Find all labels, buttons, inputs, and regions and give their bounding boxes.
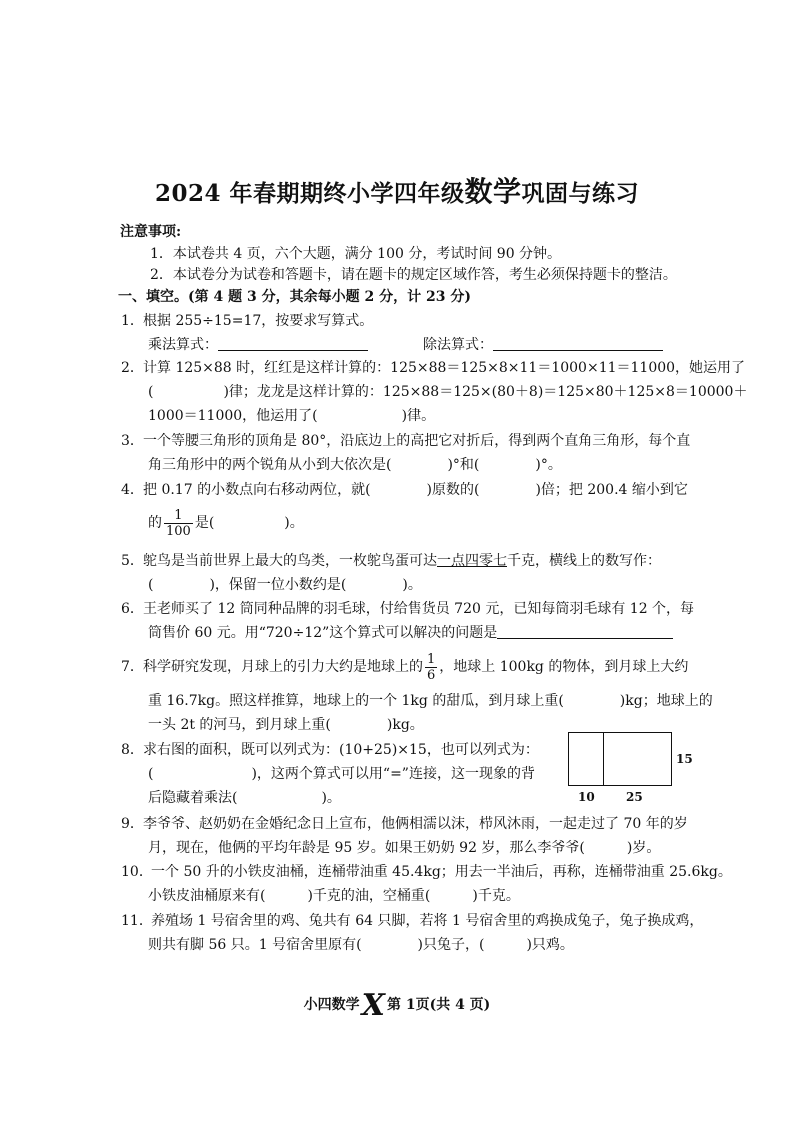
q5-line-2: ( )，保留一位小数约是( )。 xyxy=(148,577,422,593)
footer-page-number: 第 1页(共 4 页) xyxy=(386,997,491,1013)
q3-line-2: 角三角形中的两个锐角从小到大依次是( )°和( )°。 xyxy=(148,457,562,473)
q7-line-2: 重 16.7kg。照这样推算，地球上的一个 1kg 的甜瓜，到月球上重( )kg；地球上的 xyxy=(148,693,713,709)
q1-mul-label: 乘法算式： xyxy=(148,337,218,353)
title-main: 2024 年春期期终小学四年级 xyxy=(154,180,465,207)
question-8: 8．求右图的面积，既可以列式为：(10+25)×15，也可以列式为： xyxy=(121,742,539,758)
q8-line-3: 后隐藏着乘法( )。 xyxy=(148,790,341,806)
q2-line-3: 1000＝11000，他运用了( )律。 xyxy=(148,408,436,424)
rectangle-divider xyxy=(603,733,604,785)
question-7: 7．科学研究发现，月球上的引力大约是地球上的 $\frac{1}{6}$ ，地球上 100kg 的物体，到月球上大约 xyxy=(121,651,689,683)
question-2: 2．计算 125×88 时，红红是这样计算的：125×88＝125×8×11＝1000×11＝11000，她运用了 xyxy=(121,360,746,376)
q9-line-2: 月，现在，他俩的平均年龄是 95 岁。如果王奶奶 92 岁，那么李爷爷( )岁。 xyxy=(148,840,661,856)
q5-underlined-number: 一点四零七 xyxy=(437,553,507,569)
title-rest: 巩固与练习 xyxy=(521,180,640,207)
question-3: 3．一个等腰三角形的顶角是 80°，沿底边上的高把它对折后，得到两个直角三角形，每个直 xyxy=(121,433,691,449)
footer-subject: 小四数学 xyxy=(303,997,360,1013)
q1-div-blank[interactable] xyxy=(493,336,663,351)
page-footer xyxy=(0,988,794,1023)
question-10: 10．一个 50 升的小铁皮油桶，连桶带油重 45.4kg；用去一半油后，再称，连桶带油重 25.6kg。 xyxy=(121,864,732,880)
rectangle-figure xyxy=(568,732,672,786)
q7-line-3: 一头 2t 的河马，到月球上重( )kg。 xyxy=(148,717,424,733)
question-11: 11．养殖场 1 号宿舍里的鸡、兔共有 64 只脚，若将 1 号宿舍里的鸡换成兔子，兔子换成鸡， xyxy=(121,913,704,929)
q1-mul-blank[interactable] xyxy=(218,336,368,351)
q7-fraction: $\frac{1}{6}$ xyxy=(427,651,436,683)
note-1: 1．本试卷共 4 页，六个大题，满分 100 分，考试时间 90 分钟。 xyxy=(150,246,562,262)
question-9: 9．李爷爷、赵奶奶在金婚纪念日上宣布，他俩相濡以沫，栉风沐雨，一起走过了 70 年的岁 xyxy=(121,816,688,832)
q4-fraction: $\frac{1}{100}$ xyxy=(166,507,191,539)
q1-div-label: 除法算式： xyxy=(423,337,493,353)
figure-height-label: 15 xyxy=(676,752,693,766)
question-6: 6．王老师买了 12 筒同种品牌的羽毛球，付给售货员 720 元，已知每筒羽毛球有 12 个，每 xyxy=(121,601,695,617)
q6-answer-blank[interactable] xyxy=(497,624,673,639)
figure-width-label-2: 25 xyxy=(626,790,643,804)
q4-line-2: 的 $\frac{1}{100}$ 是( )。 xyxy=(148,507,304,539)
question-1: 1．根据 255÷15=17，按要求写算式。 xyxy=(121,313,374,329)
exam-title xyxy=(0,170,794,210)
notes-heading: 注意事项: xyxy=(120,224,182,240)
question-4: 4．把 0.17 的小数点向右移动两位，就( )原数的( )倍；把 200.4 缩小到它 xyxy=(121,482,688,498)
q2-line-2: ( )律；龙龙是这样计算的：125×88＝125×(80＋8)＝125×80＋125×8＝10000＋ xyxy=(148,384,748,400)
q11-line-2: 则共有脚 56 只。1 号宿舍里原有( )只兔子，( )只鸡。 xyxy=(148,937,574,953)
q10-line-2: 小铁皮油桶原来有( )千克的油，空桶重( )千克。 xyxy=(148,888,520,904)
figure-width-label-1: 10 xyxy=(578,790,595,804)
note-2: 2．本试卷分为试卷和答题卡，请在题卡的规定区域作答，考生必须保持题卡的整洁。 xyxy=(150,267,677,283)
title-subject: 数学 xyxy=(464,175,522,208)
footer-mark: X xyxy=(361,988,385,1023)
question-5: 5．鸵鸟是当前世界上最大的鸟类，一枚鸵鸟蛋可达一点四零七千克，横线上的数写作： xyxy=(121,553,661,569)
section-1-heading: 一、填空。(第 4 题 3 分，其余每小题 2 分，计 23 分) xyxy=(118,289,471,305)
q1-answers xyxy=(148,336,663,354)
q8-line-2: ( )，这两个算式可以用“=”连接，这一现象的背 xyxy=(148,766,535,782)
q6-line-2: 筒售价 60 元。用“720÷12”这个算式可以解决的问题是 xyxy=(148,624,673,642)
